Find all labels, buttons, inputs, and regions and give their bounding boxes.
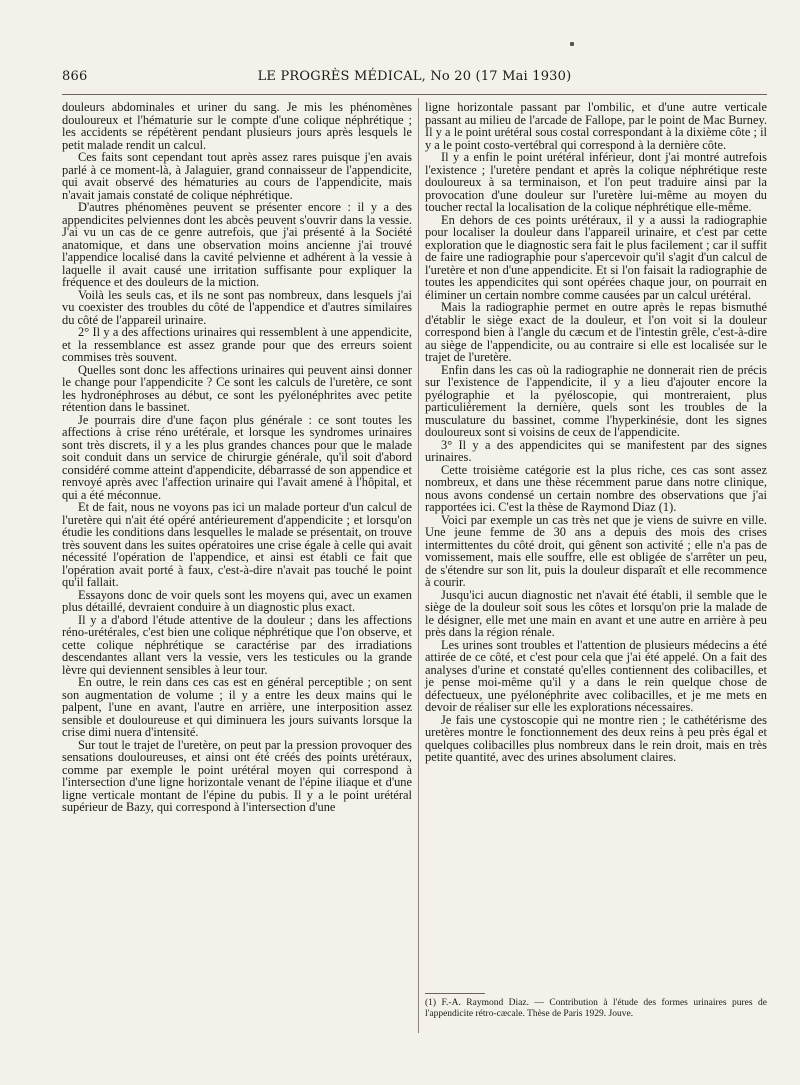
footnote-rule xyxy=(425,993,485,994)
paragraph: Sur tout le trajet de l'uretère, on peut par la pression provoquer des sensations douloureuses, et ainsi ont été créés des points urétéraux, comme par exemple le point urétéral moyen qui correspond à l'intersection d'une ligne horizontale venant de l'épine iliaque et d'une ligne verticale montant de l'épine du pubis. Il y a le point urétéral supérieur de Bazy, qui correspond à l'intersection d'une xyxy=(62,737,412,814)
paragraph: Essayons donc de voir quels sont les moyens qui, avec un examen plus détaillé, devraient conduire à un diagnostic plus exact. xyxy=(62,587,412,614)
paragraph: Je fais une cystoscopie qui ne montre rien ; le cathétérisme des uretères montre le fonctionnement des deux reins à peu près égal et quelques colibacilles plus nombreux dans le rein droit, mais en très petite quantité, avec des urines absolument claires. xyxy=(425,712,767,764)
paragraph: douleurs abdominales et uriner du sang. Je mis les phénomènes douloureux et l'hématurie sur le compte d'une colique néphrétique ; les accidents se répétèrent pendant plusieurs jours après lesquels le petit malade rendit un calcul. xyxy=(62,100,412,152)
paragraph: Quelles sont donc les affections urinaires qui peuvent ainsi donner le change pour l'appendicite ? Ce sont les calculs de l'uretère, ce sont les hydronéphroses au début, ce sont les pyélonéphrites avec petite rétention dans le bassinet. xyxy=(62,362,412,414)
scan-speck xyxy=(570,42,574,46)
paragraph: Voici par exemple un cas très net que je viens de suivre en ville. Une jeune femme de 30 ans a depuis des mois des crises intermittentes du côté droit, qui gênent son activité ; elle n'a pas de vomissement, mais elle souffre, elle est obligée de s'arrêter un peu, de s'étendre sur son lit, puis la douleur disparaît et elle recommence à courir. xyxy=(425,512,767,589)
paragraph: Voilà les seuls cas, et ils ne sont pas nombreux, dans lesquels j'ai vu coexister des troubles du côté de l'appendice et d'autres similaires du côté de l'appareil urinaire. xyxy=(62,287,412,327)
column-divider xyxy=(418,98,419,1033)
paragraph: Jusqu'ici aucun diagnostic net n'avait été établi, il semble que le siège de la douleur soit sous les côtes et lorsqu'on prie la malade de le désigner, elle met une main en avant et une autre en arrière à peu près dans la région rénale. xyxy=(425,587,767,639)
paragraph: Et de fait, nous ne voyons pas ici un malade porteur d'un calcul de l'uretère qui n'ait été opéré antérieurement d'appendicite ; et lorsqu'on étudie les conditions dans lesquelles le malade se présentait, on trouve très souvent dans les suites opératoires une crise égale à celle qui avait nécessité l'opération de l'appendice, et ainsi est établi ce fait que l'opération avait porté à faux, c'est-à-dire n'avait pas touché le point qu'il fallait. xyxy=(62,500,412,589)
paragraph: Il y a enfin le point urétéral inférieur, dont j'ai montré autrefois l'existence ; l'uretère pendant et après la colique néphrétique reste douloureux à sa terminaison, et l'on peut traduire ainsi par la provocation d'une douleur sur l'uretère lui-même au moyen du toucher rectal la localisation de la colique néphrétique elle-même. xyxy=(425,150,767,214)
paragraph: Je pourrais dire d'une façon plus générale : ce sont toutes les affections à crise réno urétérale, et lorsque les syndromes urinaires sont très discrets, il y a les plus grandes chances pour que le malade soit conduit dans un service de chirurgie générale, qu'il soit d'abord considéré comme atteint d'appendicite, débarrassé de son appendice et renvoyé après avec l'affection urinaire qui l'avait amené à l'hôpital, et qui a été méconnue. xyxy=(62,412,412,502)
paragraph: Les urines sont troubles et l'attention de plusieurs médecins a été attirée de ce côté, et c'est pour cela que j'ai été appelé. On a fait des analyses d'urine et constaté qu'elles contiennent des colibacilles, et je pense moi-même qu'il y a dans le rein quelque chose de défectueux, une pyélonéphrite avec colibacilles, et je me mets en devoir de réaliser sur elle les explorations nécessaires. xyxy=(425,637,767,714)
paragraph: Il y a d'abord l'étude attentive de la douleur ; dans les affections réno-urétérales, c'est bien une colique néphrétique que l'on observe, et cette colique néphrétique se caractérise par des irradiations descendantes allant vers la vessie, vers les testicules ou la grande lèvre qui deviennent sensibles à leur tour. xyxy=(62,612,412,677)
paragraph: En dehors de ces points urétéraux, il y a aussi la radiographie pour localiser la douleur dans l'appareil urinaire, et c'est par cette exploration que le diagnostic sera fait le plus facilement ; car il suffit de faire une radiographie pour s'apercevoir qu'il s'agit d'un calcul de l'uretère et non d'une appendicite. Et si l'on faisait la radiographie de toutes les appendicites qui sont opérées chaque jour, on pourrait en éliminer un certain nombre comme causées par un calcul urétéral. xyxy=(425,212,767,302)
page-header xyxy=(62,69,767,89)
paragraph: Mais la radiographie permet en outre après le repas bismuthé d'établir le siège exact de la douleur, et l'on voit si la douleur correspond bien à l'angle du cæcum et de l'intestin grêle, c'est-à-dire au siège de l'appendicite, ou au contraire si elle est localisée sur le trajet de l'uretère. xyxy=(425,300,767,364)
paragraph: Enfin dans les cas où la radiographie ne donnerait rien de précis sur l'existence de l'appendicite, il y a lieu d'ajouter encore la pyélographie et la pyéloscopie, qui montreraient, plus particulièrement la dernière, quels sont les troubles de la musculature du bassinet, comme l'hyperkinésie, dont les signes douloureux sont si voisins de ceux de l'appendicite. xyxy=(425,362,767,439)
header-rule xyxy=(62,94,767,95)
footnote: (1) F.-A. Raymond Diaz. — Contribution à l'étude des formes urinaires pures de l'appendicite rétro-cæcale. Thèse de Paris 1929. Jouve. xyxy=(425,998,767,1019)
section-heading-2: 2° Il y a des affections urinaires qui ressemblent à une appendicite, et la ressemblance est assez grande pour que des erreurs soient commises très souvent. xyxy=(62,325,412,364)
page-number: 866 xyxy=(62,69,88,84)
left-column xyxy=(62,101,412,814)
paragraph: ligne horizontale passant par l'ombilic, et d'une autre verticale passant au milieu de l'arcade de Fallope, par le point de Mac Burney. Il y a le point urétéral sous costal correspondant à la dixième côte ; il y a le point costo-vertébral qui correspond à la dernière côte. xyxy=(425,100,767,152)
section-heading-3: 3° Il y a des appendicites qui se manifestent par des signes urinaires. xyxy=(425,437,767,464)
paragraph: Cette troisième catégorie est la plus riche, ces cas sont assez nombreux, et dans une thèse récemment parue dans notre clinique, nous avons condensé un certain nombre des observations que j'ai rapportées ici. C'est la thèse de Raymond Diaz (1). xyxy=(425,462,767,514)
paragraph: D'autres phénomènes peuvent se présenter encore : il y a des appendicites pelviennes dont les abcès peuvent s'ouvrir dans la vessie. J'ai vu un cas de ce genre autrefois, que j'ai présenté à la Société anatomique, et dans une observation moins ancienne j'ai trouvé l'appendice localisé dans la cavité pelvienne et adhérent à la vessie à laquelle il avait causé une irritation suffisante pour expliquer la fréquence et des douleurs de la miction. xyxy=(62,200,412,289)
journal-title: LE PROGRÈS MÉDICAL, No 20 (17 Mai 1930) xyxy=(257,69,572,84)
paragraph: En outre, le rein dans ces cas est en général perceptible ; on sent son augmentation de volume ; il y a entre les deux mains qui le palpent, l'une en avant, l'autre en arrière, une interposition assez sensible et douloureuse et qui diminuera les jours suivants lorsque la crise dimi nuera d'intensité. xyxy=(62,675,412,739)
paragraph: Ces faits sont cependant tout après assez rares puisque j'en avais parlé à ce moment-là, à Jalaguier, grand connaisseur de l'appendicite, qui avait observé des hématuries au cours de l'appendicite, mais n'avait jamais constaté de colique néphrétique. xyxy=(62,150,412,202)
right-column xyxy=(425,101,767,764)
